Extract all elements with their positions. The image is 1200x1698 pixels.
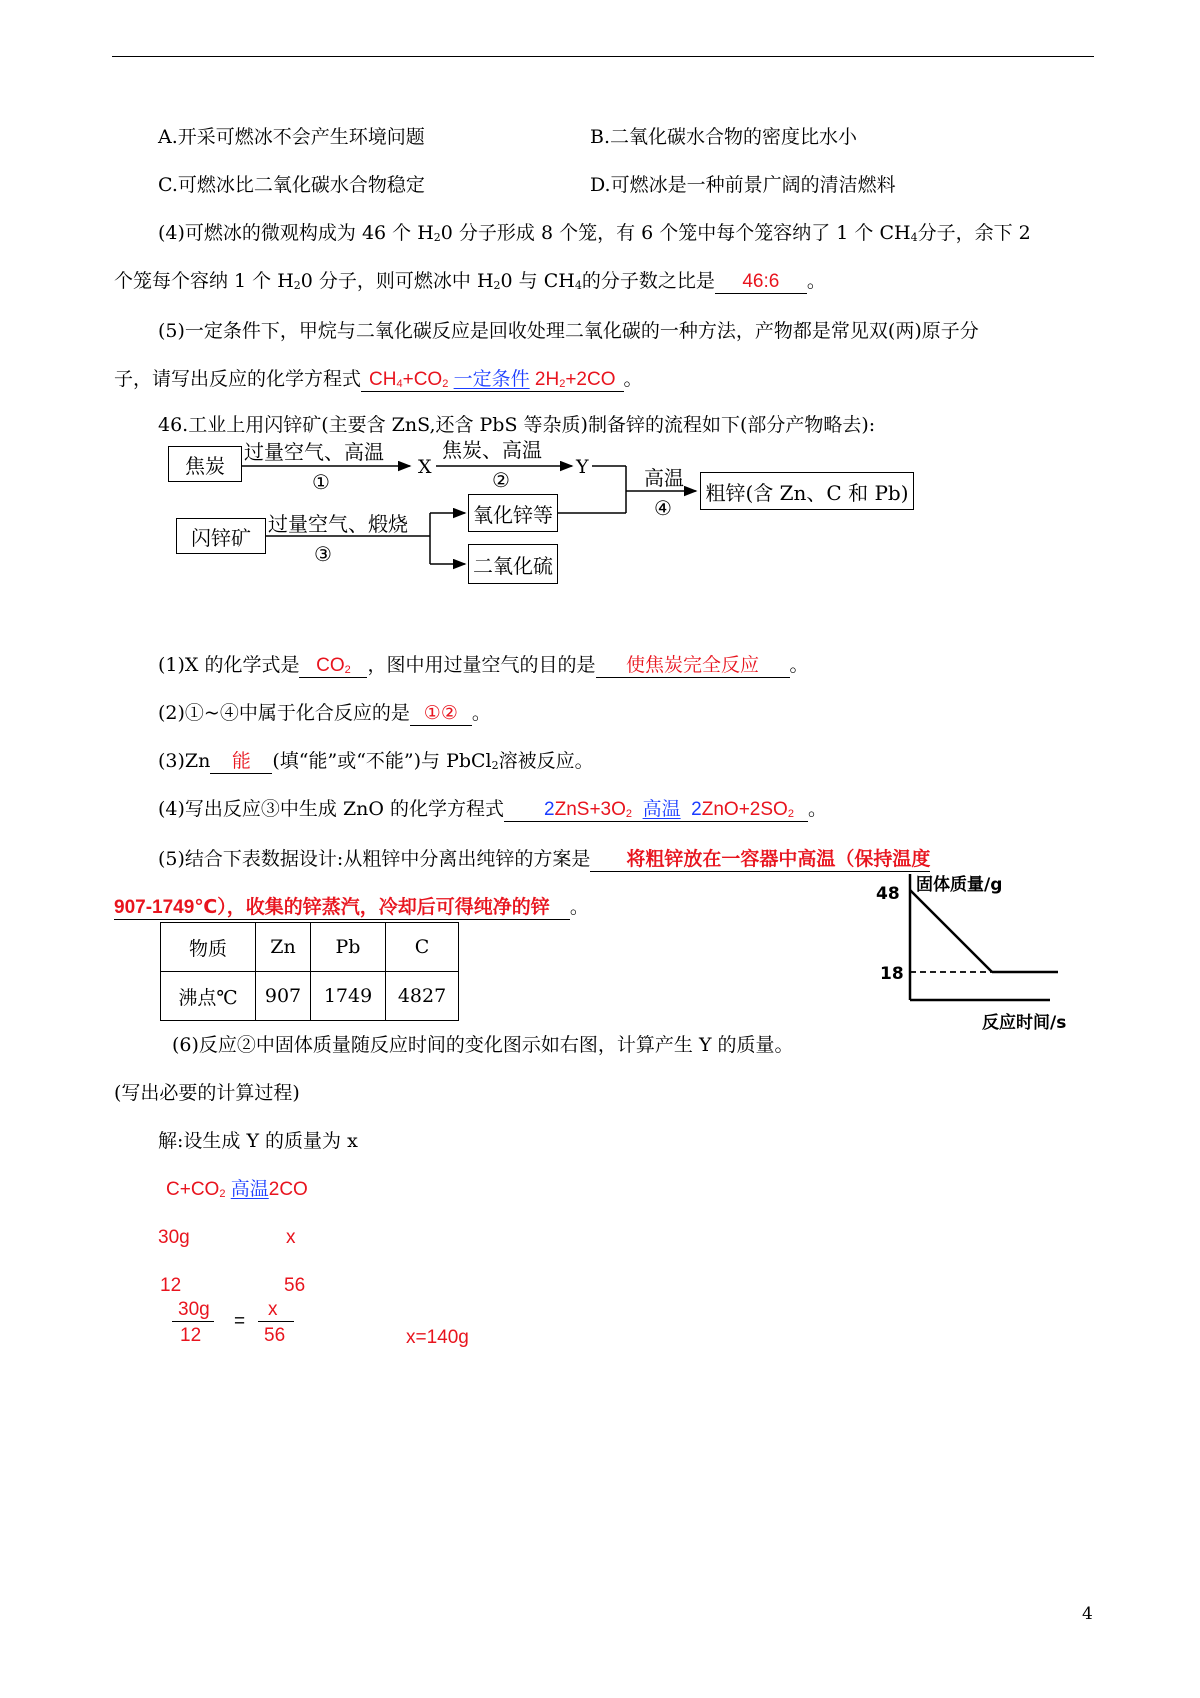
fraction-equals: = xyxy=(234,1311,246,1332)
solution-row2-left: 12 xyxy=(160,1275,182,1296)
table-row xyxy=(161,972,459,1021)
graph-y-low: 18 xyxy=(880,964,904,984)
p4-equation: $2ZnS+3O_2$ 高温 $2ZnO+2SO_2$ xyxy=(504,800,808,822)
option-d: D.可燃冰是一种前景广阔的清洁燃料 xyxy=(590,174,896,196)
flow-y-label: Y xyxy=(576,456,589,478)
p5-answer-part1: 将粗锌放在一容器中高温（保持温度 xyxy=(626,849,931,870)
flow-ore-box: 闪锌矿 xyxy=(176,518,266,554)
fraction2-bar xyxy=(258,1321,294,1322)
graph-y-label: 固体质量/g xyxy=(916,875,1003,895)
flow-arrows xyxy=(0,0,1200,600)
p1-answer-purpose: 使焦炭完全反应 xyxy=(625,655,759,676)
flow-so2-box: 二氧化硫 xyxy=(468,544,558,584)
table-cell: 1749 xyxy=(311,972,386,1021)
flow-step3-label: ③ xyxy=(314,542,332,566)
fraction1-bar xyxy=(172,1321,214,1322)
mass-time-graph xyxy=(870,868,1090,1038)
flow-step1-label: ① xyxy=(312,470,330,494)
q46-title: 46.工业上用闪锌矿(主要含 ZnS,还含 PbS 等杂质)制备锌的流程如下(部分产物略去): xyxy=(158,414,876,436)
p6-line2: (写出必要的计算过程) xyxy=(114,1082,300,1104)
table-cell: Zn xyxy=(256,923,311,972)
p5-answer-part2: 907-1749℃），收集的锌蒸汽，冷却后可得纯净的锌 xyxy=(114,897,550,918)
solution-row1-right: x xyxy=(286,1227,296,1248)
flow-crude-zinc-box: 粗锌(含 Zn、C 和 Pb) xyxy=(700,472,914,510)
table-cell: C xyxy=(386,923,459,972)
q5-equation: $CH_4+CO_2$ 一定条件 $2H_2+2CO$ xyxy=(361,370,623,392)
flow-air-calcine-label: 过量空气、煅烧 xyxy=(268,512,408,536)
table-cell: 4827 xyxy=(386,972,459,1021)
fraction2-numerator: x xyxy=(268,1299,278,1320)
p3-answer: 能 xyxy=(231,751,251,772)
flow-air-heat-label: 过量空气、高温 xyxy=(244,440,384,464)
solution-row1-left: 30g xyxy=(158,1227,190,1248)
graph-x-label: 反应时间/s xyxy=(982,1013,1067,1033)
boiling-point-table xyxy=(160,922,459,1021)
graph-y-high: 48 xyxy=(876,884,900,904)
p5-line1: (5)结合下表数据设计:从粗锌中分离出纯锌的方案是 将粗锌放在一容器中高温（保持温度 xyxy=(158,848,931,870)
flow-coke-box: 焦炭 xyxy=(168,446,242,482)
flow-x-label: X xyxy=(418,456,432,478)
q5-line1: (5)一定条件下，甲烷与二氧化碳反应是回收处理二氧化碳的一种方法，产物都是常见双(两)原子分 xyxy=(158,320,979,342)
p2-line: (2)①~④中属于化合反应的是 ①② 。 xyxy=(158,702,491,724)
p1-line: (1)X 的化学式是 $CO_2$ ，图中用过量空气的目的是 使焦炭完全反应 。 xyxy=(158,654,809,676)
fraction1-denominator: 12 xyxy=(180,1325,202,1346)
q4-answer: 46:6 xyxy=(742,271,780,292)
solution-row2-right: 56 xyxy=(284,1275,306,1296)
solution-result: x=140g xyxy=(406,1327,469,1348)
flow-coke-heat-label: 焦炭、高温 xyxy=(442,438,542,462)
graph-decline-line xyxy=(910,890,992,972)
flow-heat-label: 高温 xyxy=(644,466,684,490)
table-cell: Pb xyxy=(311,923,386,972)
solution-intro: 解:设生成 Y 的质量为 x xyxy=(158,1130,358,1152)
table-cell: 沸点℃ xyxy=(161,972,256,1021)
option-b: B.二氧化碳水合物的密度比水小 xyxy=(590,126,858,148)
option-a: A.开采可燃冰不会产生环境问题 xyxy=(158,126,425,148)
solution-equation: $C+CO_2$ 高温2CO xyxy=(166,1179,308,1200)
page-number: 4 xyxy=(1082,1604,1093,1624)
p5-line2: 907-1749℃），收集的锌蒸汽，冷却后可得纯净的锌 。 xyxy=(114,896,589,918)
q4-line2: 个笼每个容纳 1 个 $H_20$ 分子，则可燃冰中 $H_20$ 与 $CH_4$的分子数之比是 46:6 。 xyxy=(114,270,826,292)
q5-line2: 子，请写出反应的化学方程式 $CH_4+CO_2$ 一定条件 $2H_2+2CO$ 。 xyxy=(114,368,643,390)
p3-line: (3)Zn 能 (填“能”或“不能”)与 PbCl$_2$溶被反应。 xyxy=(158,750,594,772)
flow-zno-box: 氧化锌等 xyxy=(468,494,558,532)
flow-step4-label: ④ xyxy=(654,496,672,520)
p4-line: (4)写出反应③中生成 ZnO 的化学方程式 $2ZnS+3O_2$ 高温 $2ZnO+2SO_2$ 。 xyxy=(158,798,827,820)
fraction1-numerator: 30g xyxy=(178,1299,210,1320)
p2-answer: ①② xyxy=(423,703,458,724)
fraction2-denominator: 56 xyxy=(264,1325,286,1346)
table-cell: 907 xyxy=(256,972,311,1021)
option-c: C.可燃冰比二氧化碳水合物稳定 xyxy=(158,174,425,196)
flow-step2-label: ② xyxy=(492,468,510,492)
table-cell: 物质 xyxy=(161,923,256,972)
p1-answer-formula: CO xyxy=(316,655,345,676)
q4-line1: (4)可燃冰的微观构成为 46 个 $H_20$ 分子形成 8 个笼，有 6 个笼中每个笼容纳了 1 个 $CH_4$分子，余下 2 xyxy=(158,222,1031,244)
p6-line1: (6)反应②中固体质量随反应时间的变化图示如右图，计算产生 Y 的质量。 xyxy=(172,1034,794,1056)
table-header-row xyxy=(161,923,459,972)
